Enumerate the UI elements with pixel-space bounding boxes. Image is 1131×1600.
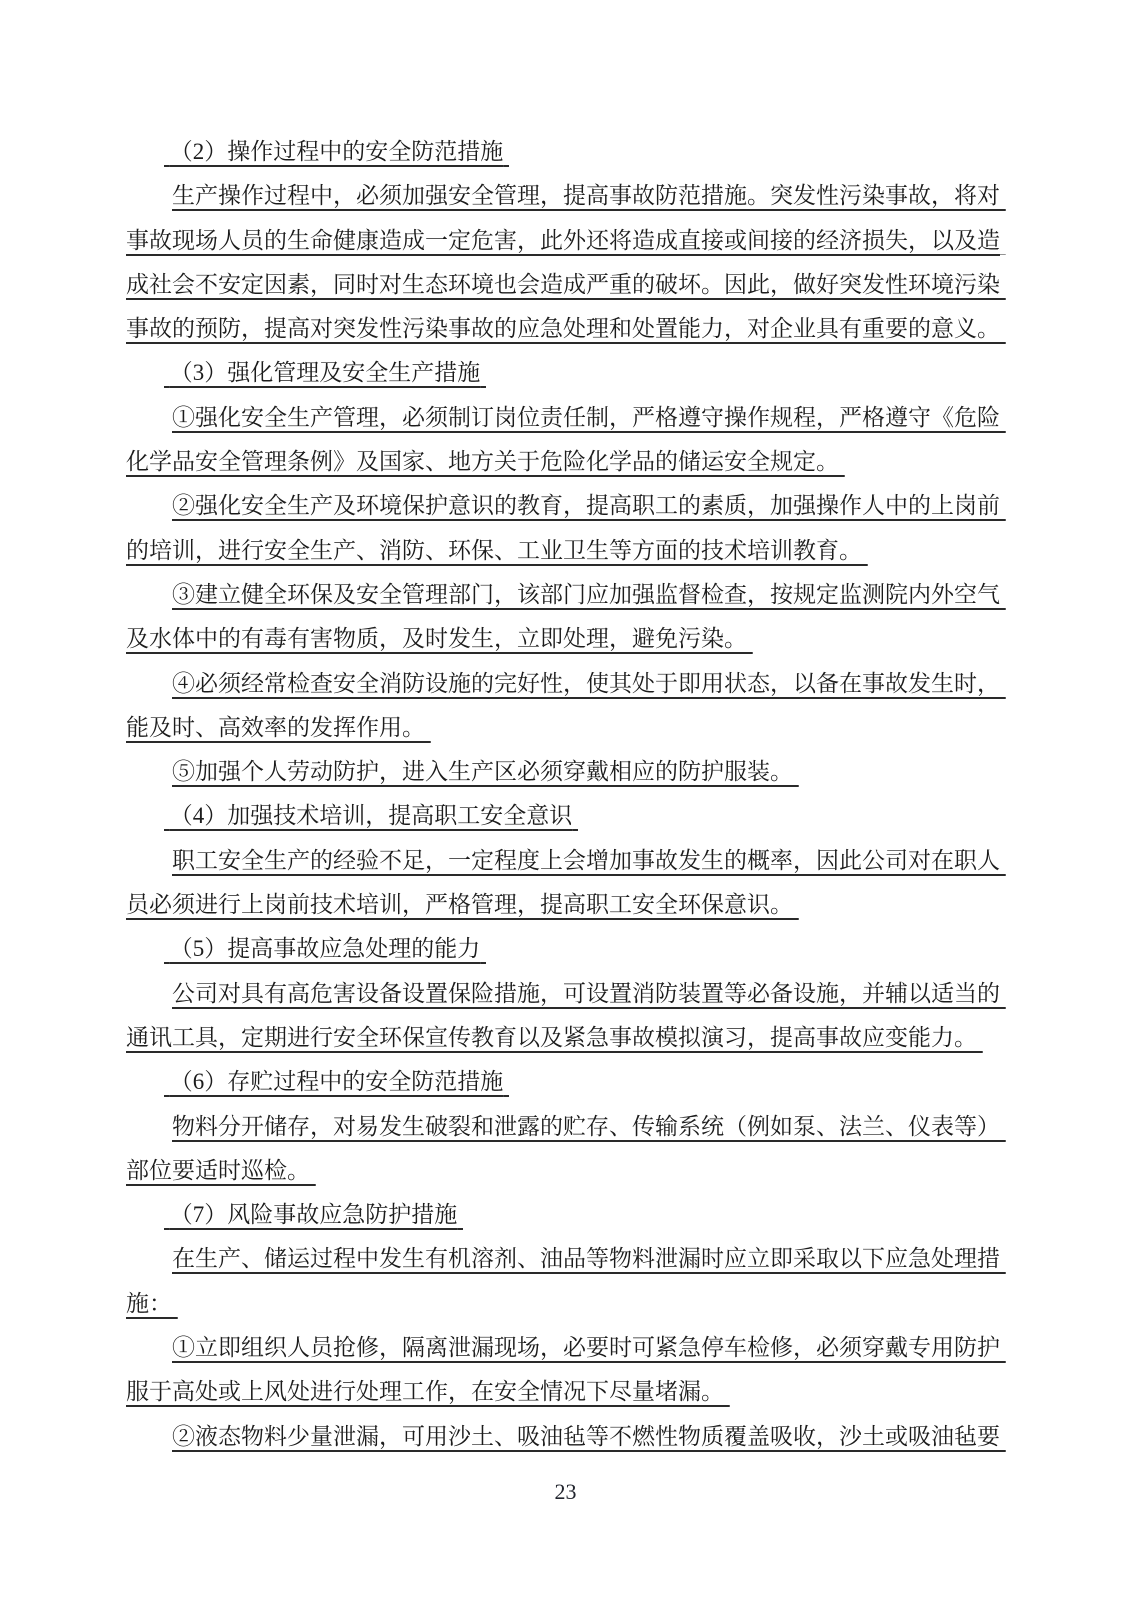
line-text: ②液态物料少量泄漏，可用沙土、吸油毡等不燃性物质覆盖吸收，沙土或吸油毡要 — [172, 1423, 1000, 1449]
text-line — [126, 440, 1000, 484]
text-line — [126, 1282, 1000, 1326]
line-text: 事故的预防，提高对突发性污染事故的应急处理和处置能力，对企业具有重要的意义。 — [126, 316, 1000, 342]
line-text: ⑤加强个人劳动防护，进入生产区必须穿戴相应的防护服装。 — [172, 759, 793, 785]
line-text: 及水体中的有毒有害物质，及时发生，立即处理，避免污染。 — [126, 626, 747, 652]
text-line — [126, 174, 1000, 218]
text-line — [126, 1149, 1000, 1193]
section-heading-7 — [126, 1193, 1000, 1237]
line-text: ③建立健全环保及安全管理部门，该部门应加强监督检查，按规定监测院内外空气 — [172, 581, 1000, 607]
section-heading-2 — [126, 130, 1000, 174]
section-heading-3 — [126, 351, 1000, 395]
line-text: 生产操作过程中，必须加强安全管理，提高事故防范措施。突发性污染事故，将对 — [172, 183, 1000, 209]
text-line — [126, 1326, 1000, 1370]
text-line — [126, 573, 1000, 617]
line-text: 公司对具有高危害设备设置保险措施，可设置消防装置等必备设施，并辅以适当的 — [172, 980, 1000, 1006]
line-text: 部位要适时巡检。 — [126, 1157, 310, 1183]
heading-text: （5）提高事故应急处理的能力 — [169, 936, 481, 962]
heading-text: （3）强化管理及安全生产措施 — [169, 360, 481, 386]
line-text: 成社会不安定因素，同时对生态环境也会造成严重的破坏。因此，做好突发性环境污染 — [126, 271, 1000, 297]
document-body — [126, 130, 1000, 1459]
text-line — [126, 883, 1000, 927]
line-text: 物料分开储存，对易发生破裂和泄露的贮存、传输系统（例如泵、法兰、仪表等） — [172, 1113, 1000, 1139]
line-text: 事故现场人员的生命健康造成一定危害，此外还将造成直接或间接的经济损失，以及造 — [126, 227, 1000, 253]
text-line — [126, 307, 1000, 351]
text-line — [126, 396, 1000, 440]
line-text: ①强化安全生产管理，必须制订岗位责任制，严格遵守操作规程，严格遵守《危险 — [172, 404, 1000, 430]
text-line — [126, 1016, 1000, 1060]
page-number: 23 — [554, 1479, 577, 1504]
text-line — [126, 1237, 1000, 1281]
line-text: 通讯工具，定期进行安全环保宣传教育以及紧急事故模拟演习，提高事故应变能力。 — [126, 1024, 977, 1050]
section-heading-4 — [126, 794, 1000, 838]
line-text: 职工安全生产的经验不足，一定程度上会增加事故发生的概率，因此公司对在职人 — [172, 847, 1000, 873]
text-line — [126, 972, 1000, 1016]
text-line — [126, 839, 1000, 883]
text-line — [126, 617, 1000, 661]
text-line — [126, 1105, 1000, 1149]
line-text: 服于高处或上风处进行处理工作，在安全情况下尽量堵漏。 — [126, 1379, 724, 1405]
text-line — [126, 750, 1000, 794]
text-line — [126, 1415, 1000, 1459]
section-heading-5 — [126, 927, 1000, 971]
text-line — [126, 706, 1000, 750]
line-text: 的培训，进行安全生产、消防、环保、工业卫生等方面的技术培训教育。 — [126, 537, 862, 563]
text-line — [126, 662, 1000, 706]
text-line — [126, 263, 1000, 307]
line-text: ②强化安全生产及环境保护意识的教育，提高职工的素质，加强操作人中的上岗前 — [172, 493, 1000, 519]
text-line — [126, 529, 1000, 573]
line-text: 员必须进行上岗前技术培训，严格管理，提高职工安全环保意识。 — [126, 892, 793, 918]
text-line — [126, 484, 1000, 528]
line-text: 能及时、高效率的发挥作用。 — [126, 714, 425, 740]
line-text: 化学品安全管理条例》及国家、地方关于危险化学品的储运安全规定。 — [126, 449, 839, 475]
line-text: 施： — [126, 1290, 172, 1316]
text-line — [126, 1370, 1000, 1414]
heading-text: （7）风险事故应急防护措施 — [169, 1202, 458, 1228]
line-text: ①立即组织人员抢修，隔离泄漏现场，必要时可紧急停车检修，必须穿戴专用防护 — [172, 1335, 1000, 1361]
line-text: 在生产、储运过程中发生有机溶剂、油品等物料泄漏时应立即采取以下应急处理措 — [172, 1246, 1000, 1272]
heading-text: （4）加强技术培训，提高职工安全意识 — [169, 803, 573, 829]
section-heading-6 — [126, 1060, 1000, 1104]
line-text: ④必须经常检查安全消防设施的完好性，使其处于即用状态，以备在事故发生时， — [172, 670, 1000, 696]
text-line — [126, 219, 1000, 263]
heading-text: （6）存贮过程中的安全防范措施 — [169, 1069, 504, 1095]
heading-text: （2）操作过程中的安全防范措施 — [169, 139, 504, 164]
